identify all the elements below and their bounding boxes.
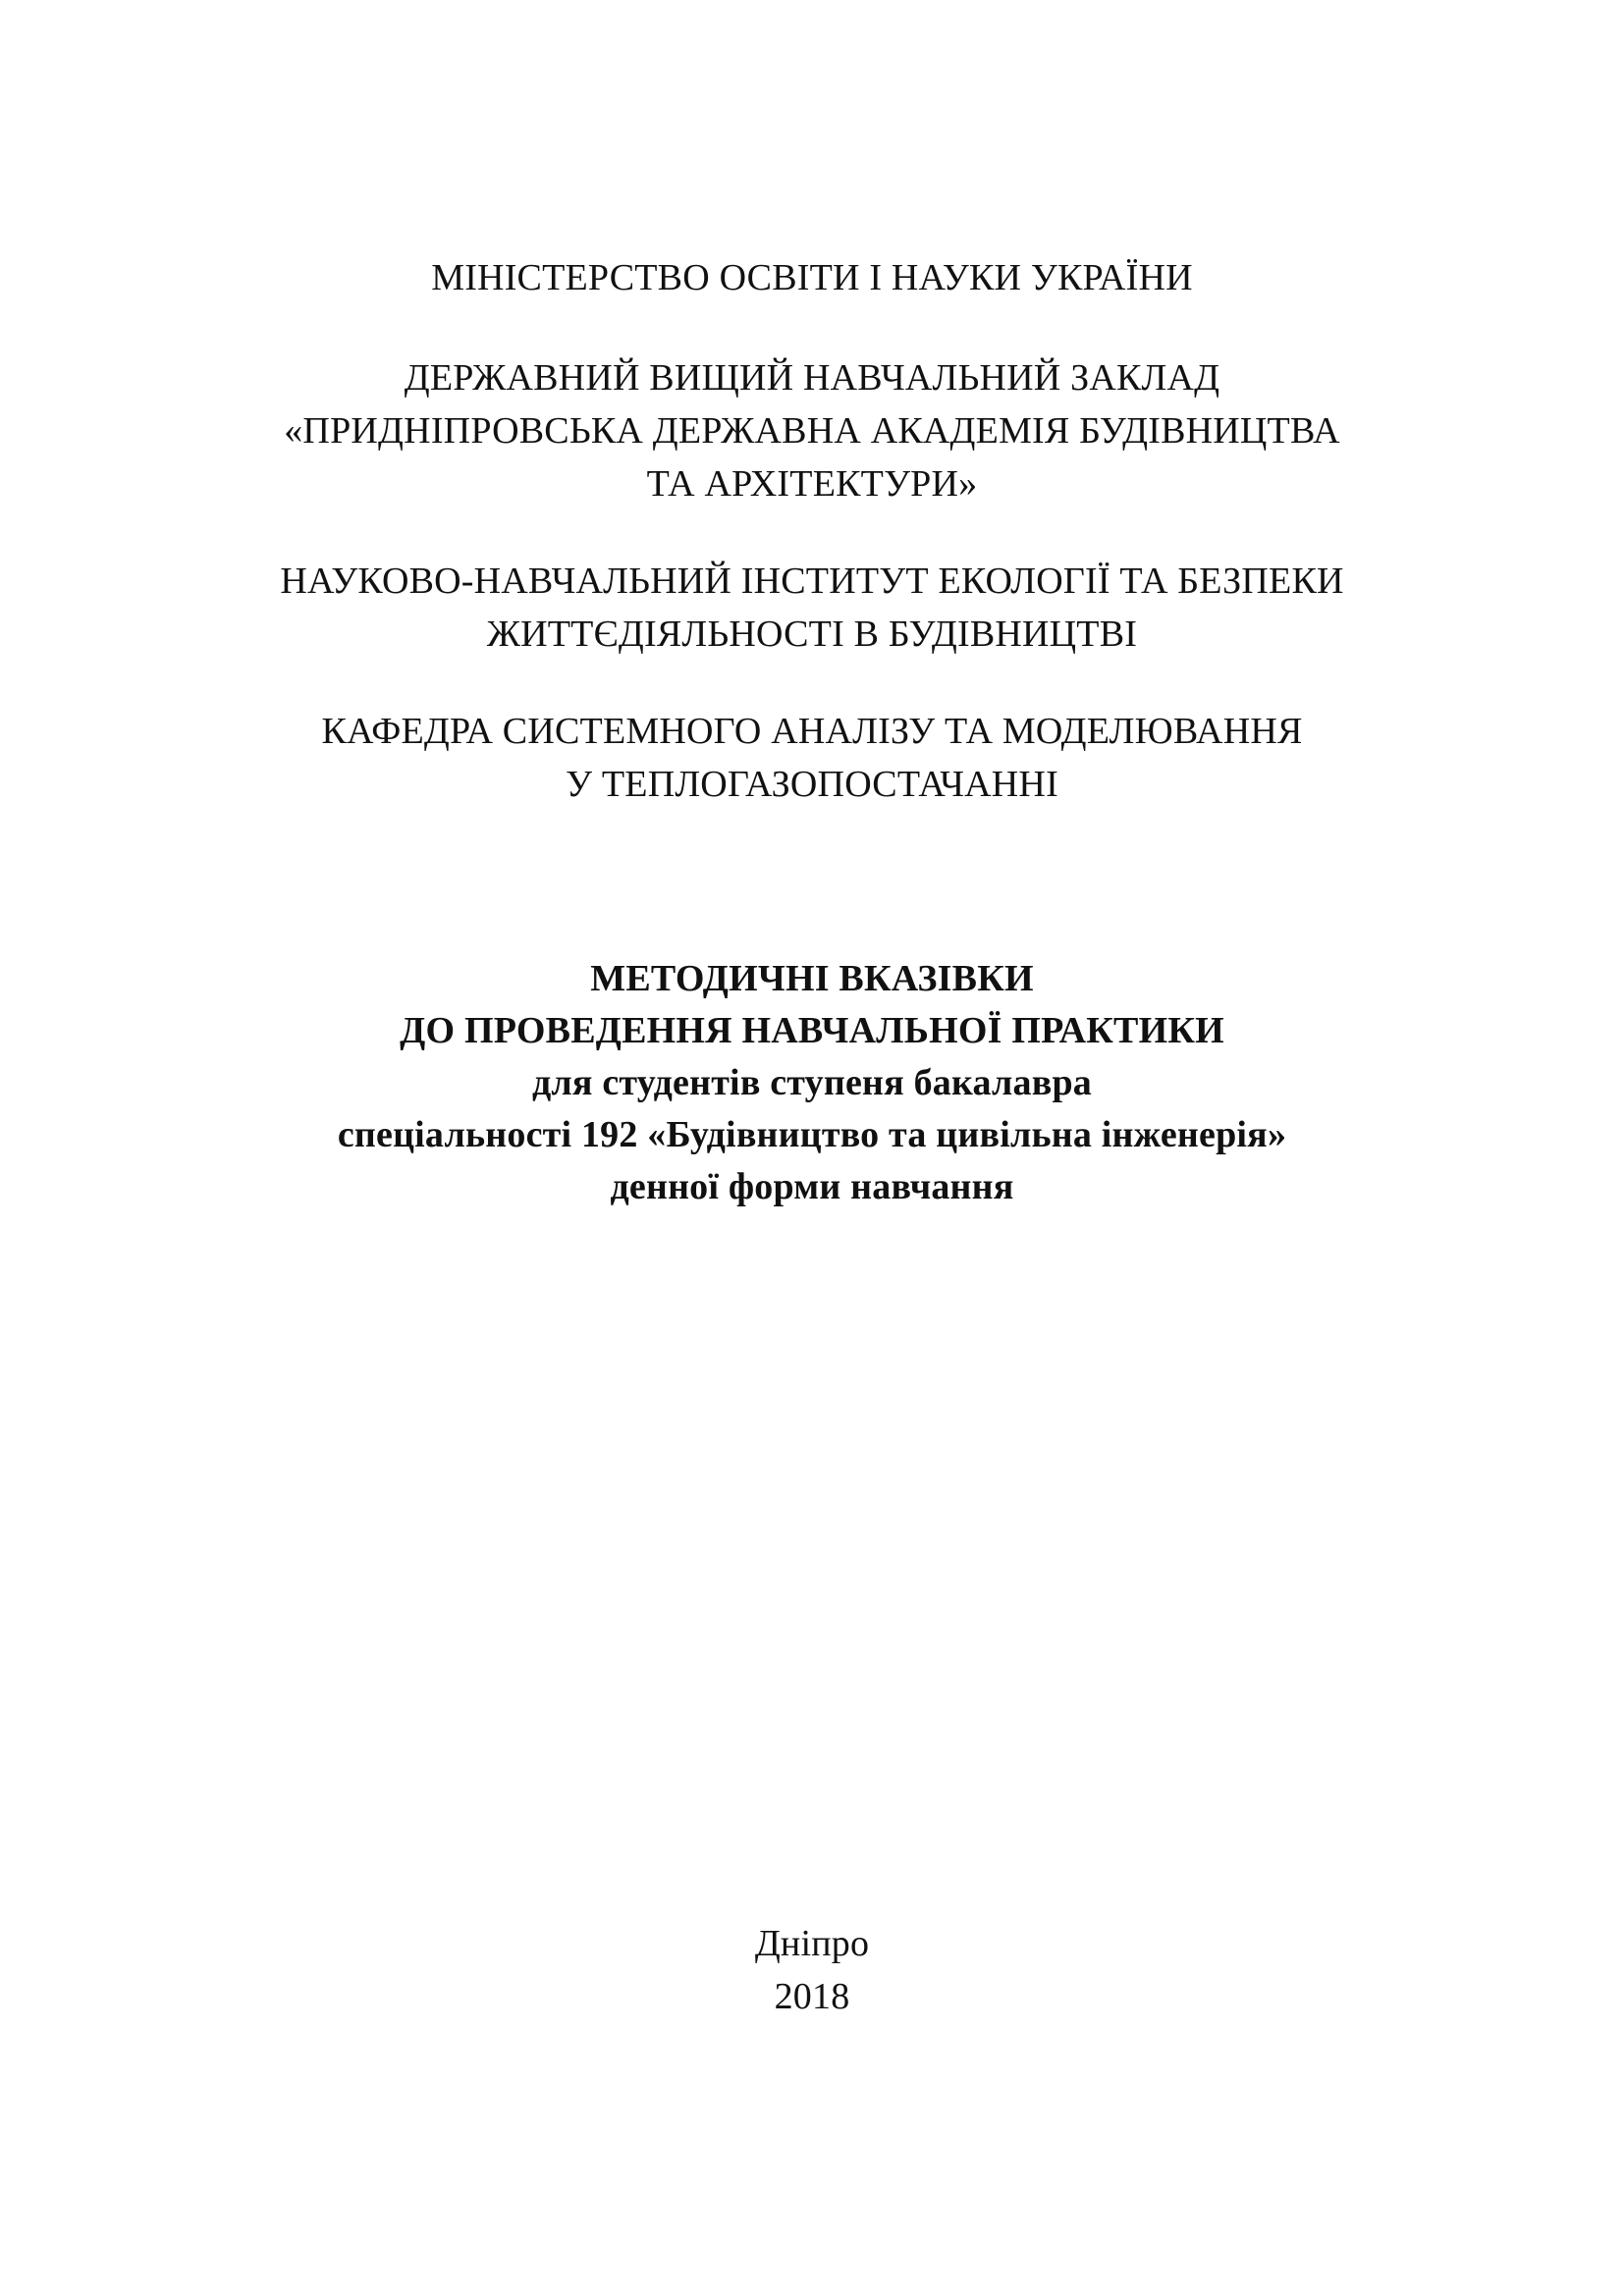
document-subtitle-line-1: для студентів ступеня бакалавра <box>531 1062 1093 1103</box>
ministry-heading: МІНІСТЕРСТВО ОСВІТИ І НАУКИ УКРАЇНИ <box>431 257 1193 298</box>
document-title-line-2: ДО ПРОВЕДЕННЯ НАВЧАЛЬНОЇ ПРАКТИКИ <box>400 1010 1224 1051</box>
imprint-city: Дніпро <box>754 1923 870 1964</box>
document-subtitle-line-3: денної форми навчання <box>610 1166 1014 1207</box>
department-line-2: У ТЕПЛОГАЗОПОСТАЧАННІ <box>566 764 1058 805</box>
institution-line-2: «ПРИДНІПРОВСЬКА ДЕРЖАВНА АКАДЕМІЯ БУДІВНИЦТВА <box>284 410 1340 452</box>
imprint-year: 2018 <box>774 1976 850 2017</box>
document-subtitle-line-2: спеціальності 192 «Будівництво та цивільна інженерія» <box>337 1114 1287 1155</box>
document-title-line-1: МЕТОДИЧНІ ВКАЗІВКИ <box>590 958 1034 999</box>
institution-line-1: ДЕРЖАВНИЙ ВИЩИЙ НАВЧАЛЬНИЙ ЗАКЛАД <box>404 357 1220 399</box>
institute-line-2: ЖИТТЄДІЯЛЬНОСТІ В БУДІВНИЦТВІ <box>486 614 1138 655</box>
institution-line-3: ТА АРХІТЕКТУРИ» <box>646 463 978 505</box>
department-line-1: КАФЕДРА СИСТЕМНОГО АНАЛІЗУ ТА МОДЕЛЮВАННЯ <box>321 711 1303 752</box>
institute-line-1: НАУКОВО-НАВЧАЛЬНИЙ ІНСТИТУТ ЕКОЛОГІЇ ТА БЕЗПЕКИ <box>280 561 1344 602</box>
